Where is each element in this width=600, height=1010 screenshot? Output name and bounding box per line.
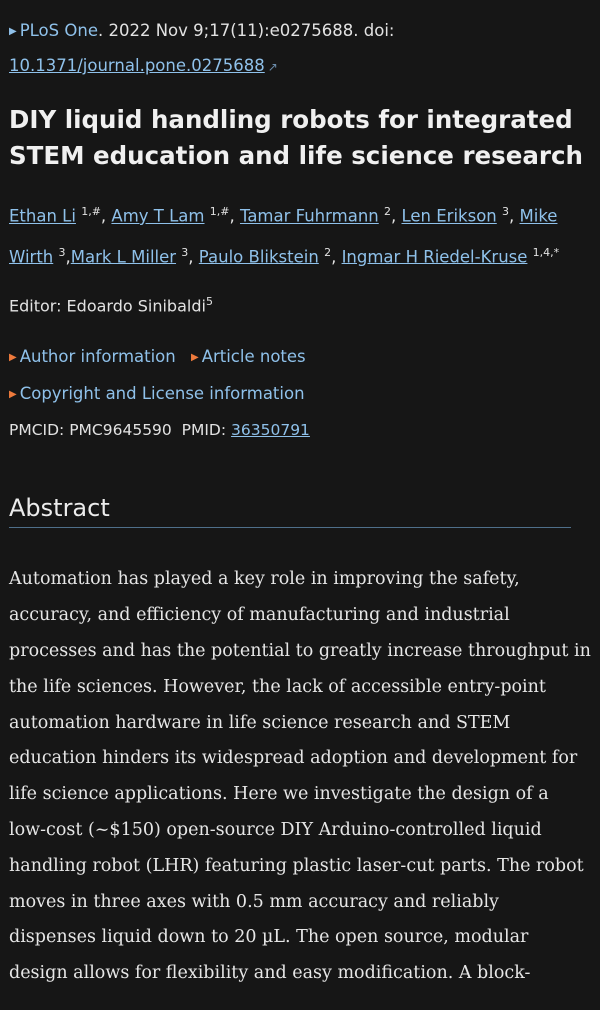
abstract-heading: Abstract <box>9 491 571 528</box>
author-link[interactable]: Amy T Lam <box>111 206 205 226</box>
doi-link[interactable]: 10.1371/journal.pone.0275688 <box>9 56 265 75</box>
author-affiliation: 2 <box>324 245 332 259</box>
author-separator: , <box>188 247 199 266</box>
author-separator: , <box>100 206 112 226</box>
author-affiliation: 1,# <box>81 205 101 218</box>
author-affiliation: 2 <box>384 205 391 218</box>
article-meta-links <box>9 339 591 413</box>
author-link[interactable]: Ethan Li <box>9 206 76 226</box>
author-affiliation: 3 <box>181 245 189 259</box>
article-page <box>0 14 600 992</box>
pmid-link[interactable]: 36350791 <box>231 421 310 440</box>
author-link[interactable]: Len Erikson <box>401 206 497 226</box>
author-affiliation: 1,4,* <box>532 245 560 259</box>
author-link[interactable]: Paulo Blikstein <box>198 247 319 266</box>
author-link[interactable]: Tamar Fuhrmann <box>239 206 379 226</box>
author-affiliation: 1,# <box>209 205 230 218</box>
article-notes-toggle[interactable]: ▶ Article notes <box>190 347 306 367</box>
external-link-icon[interactable]: ↗ <box>267 60 278 74</box>
editor-affiliation: 5 <box>205 295 213 308</box>
author-affiliation: 3 <box>58 245 66 259</box>
triangle-right-icon: ▶ <box>9 26 17 37</box>
author-information-toggle[interactable]: ▶ Author information <box>9 347 176 367</box>
author-separator: , <box>331 247 342 266</box>
article-ids <box>9 413 591 447</box>
editor-label: Editor: Edoardo Sinibaldi <box>9 296 206 316</box>
triangle-right-icon: ▶ <box>9 389 17 401</box>
author-separator: , <box>65 247 71 266</box>
author-link[interactable]: Mike Wirth <box>9 206 558 266</box>
article-title: DIY liquid handling robots for integrated STEM education and life science research <box>9 105 583 170</box>
abstract-text: Automation has played a key role in improving the safety, accuracy, and efficiency of manufacturing and industrial processes and has the potential to greatly increase throughput in the life sciences. However, the lack of accessible entry-point automation hardware in life science research and STEM education hinders its widespread adoption and development for life science applications. Here we investigate the design of a low-cost (~$150) open-source DIY Arduino-controlled liquid handling robot (LHR) featuring plastic laser-cut parts. The robot moves in three axes with 0.5 mm accuracy and reliably dispenses liquid down to 20 µL. The open source, modular design allows for flexibility and easy modification. A block- <box>9 569 591 984</box>
copyright-license-toggle[interactable]: ▶ Copyright and License information <box>9 384 305 404</box>
pmid-label: PMID: <box>181 421 227 440</box>
author-link[interactable]: Ingmar H Riedel-Kruse <box>341 247 528 266</box>
pmcid-label: PMCID: PMC9645590 <box>9 421 172 440</box>
editor-line <box>9 289 591 319</box>
author-separator: , <box>509 206 520 226</box>
triangle-right-icon: ▶ <box>190 352 199 364</box>
citation-details: . 2022 Nov 9;17(11):e0275688. doi: <box>97 21 395 40</box>
author-separator: , <box>391 206 402 226</box>
triangle-right-icon: ▶ <box>9 352 17 364</box>
author-separator: , <box>229 206 240 226</box>
citation-block <box>9 14 591 84</box>
author-link[interactable]: Mark L Miller <box>70 247 177 266</box>
author-list <box>9 194 591 275</box>
journal-link[interactable]: PLoS One <box>19 21 98 40</box>
author-affiliation: 3 <box>502 205 510 218</box>
